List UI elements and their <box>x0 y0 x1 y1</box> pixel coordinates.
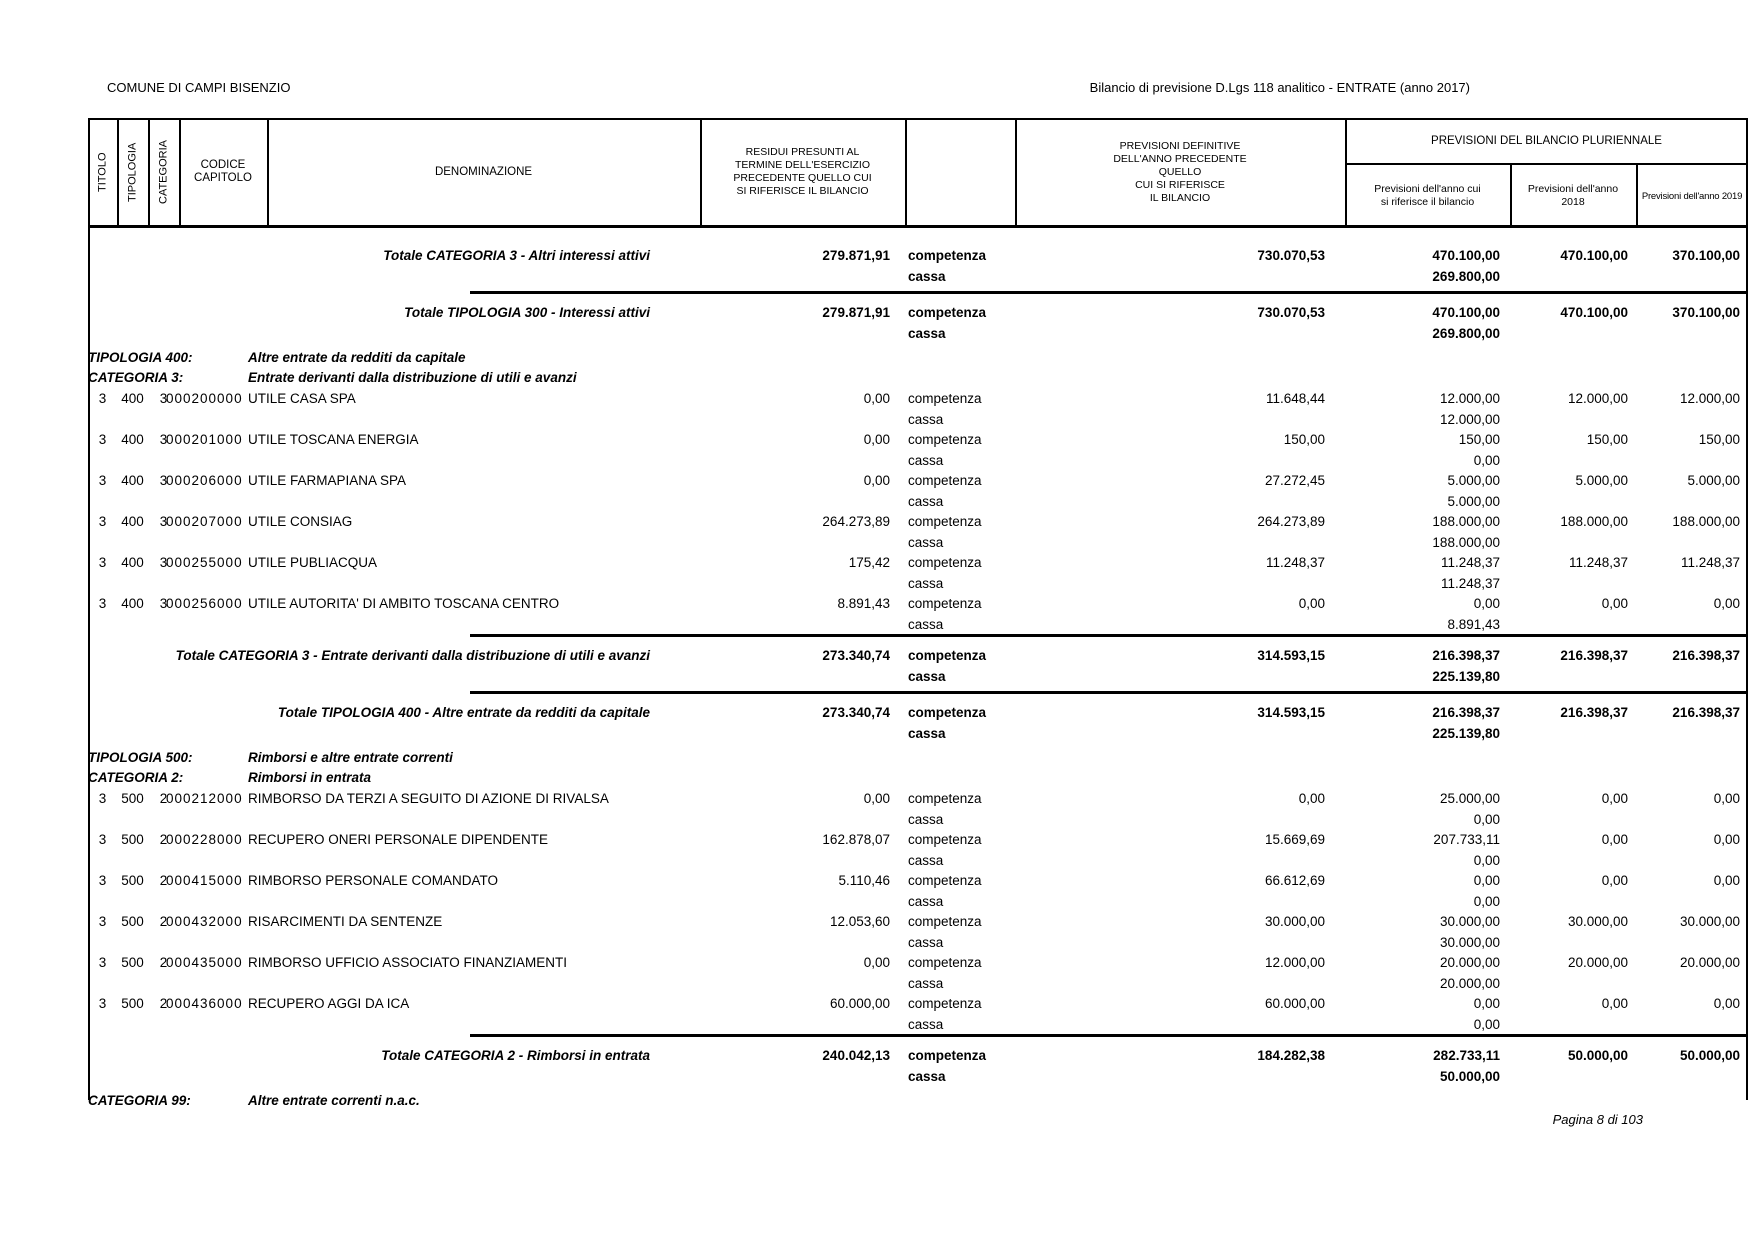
previsione-2019-value: 370.100,00 <box>1672 305 1740 320</box>
codice-capitolo-value: 000432000 <box>166 914 243 929</box>
denominazione-value: UTILE TOSCANA ENERGIA <box>248 432 419 447</box>
codice-capitolo-value: 000200000 <box>166 391 243 406</box>
categoria-value: 3 <box>159 555 168 570</box>
tipologia-value: 500 <box>121 955 144 970</box>
cassa-label: cassa <box>908 812 944 827</box>
previsione-2019-value: 188.000,00 <box>1672 514 1740 529</box>
section-label: CATEGORIA 2: <box>88 770 184 785</box>
tipologia-value: 500 <box>121 791 144 806</box>
residui-value: 60.000,00 <box>829 996 890 1011</box>
section-description: Altre entrate correnti n.a.c. <box>248 1093 420 1108</box>
previsione-anno-value: 216.398,37 <box>1432 648 1500 663</box>
competenza-label: competenza <box>908 996 982 1011</box>
previsione-anno-value: 0,00 <box>1473 873 1500 888</box>
residui-value: 8.891,43 <box>837 596 890 611</box>
previsioni-definitive-value: 314.593,15 <box>1257 648 1325 663</box>
total-row <box>88 645 1748 687</box>
page-number: Pagina 8 di 103 <box>1552 1112 1643 1127</box>
previsioni-definitive-value: 314.593,15 <box>1257 705 1325 720</box>
cassa-label: cassa <box>908 669 946 684</box>
previsione-2018-value: 0,00 <box>1601 832 1628 847</box>
capitolo-row <box>88 593 1748 634</box>
competenza-label: competenza <box>908 705 987 720</box>
cassa-value: 0,00 <box>1473 453 1500 468</box>
codice-capitolo-value: 000436000 <box>166 996 243 1011</box>
categoria-value: 2 <box>159 791 168 806</box>
column-header-titolo: TITOLO <box>96 152 109 192</box>
cassa-label: cassa <box>908 326 946 341</box>
previsione-2019-value: 150,00 <box>1698 432 1740 447</box>
total-label: Totale CATEGORIA 2 - Rimborsi in entrata <box>381 1048 650 1063</box>
previsioni-definitive-value: 730.070,53 <box>1257 248 1325 263</box>
cassa-value: 50.000,00 <box>1439 1069 1500 1084</box>
residui-value: 175,42 <box>848 555 890 570</box>
previsione-anno-value: 5.000,00 <box>1447 473 1500 488</box>
denominazione-value: RISARCIMENTI DA SENTENZE <box>248 914 443 929</box>
categoria-value: 2 <box>159 832 168 847</box>
section-label: TIPOLOGIA 400: <box>88 350 193 365</box>
titolo-value: 3 <box>98 514 107 529</box>
previsione-anno-value: 30.000,00 <box>1439 914 1500 929</box>
cassa-label: cassa <box>908 269 946 284</box>
cassa-value: 225.139,80 <box>1432 669 1500 684</box>
previsioni-definitive-value: 150,00 <box>1283 432 1325 447</box>
cassa-label: cassa <box>908 976 944 991</box>
total-separator-line <box>470 1034 1748 1037</box>
capitolo-row <box>88 829 1748 870</box>
capitolo-row <box>88 952 1748 993</box>
cassa-value: 5.000,00 <box>1447 494 1500 509</box>
table-body <box>88 237 1748 1111</box>
section-label: TIPOLOGIA 500: <box>88 750 193 765</box>
tipologia-value: 500 <box>121 914 144 929</box>
codice-capitolo-value: 000201000 <box>166 432 243 447</box>
tipologia-value: 500 <box>121 832 144 847</box>
previsione-anno-value: 0,00 <box>1473 996 1500 1011</box>
previsione-2019-value: 20.000,00 <box>1679 955 1740 970</box>
denominazione-value: RECUPERO ONERI PERSONALE DIPENDENTE <box>248 832 549 847</box>
section-description: Rimborsi e altre entrate correnti <box>248 750 453 765</box>
column-header-tipologia: TIPOLOGIA <box>126 142 139 202</box>
tipologia-value: 400 <box>121 555 144 570</box>
previsione-2018-value: 30.000,00 <box>1567 914 1628 929</box>
residui-value: 162.878,07 <box>822 832 890 847</box>
previsione-2019-value: 12.000,00 <box>1679 391 1740 406</box>
cassa-label: cassa <box>908 535 944 550</box>
cassa-value: 12.000,00 <box>1439 412 1500 427</box>
total-row <box>88 245 1748 287</box>
residui-value: 12.053,60 <box>829 914 890 929</box>
residui-value: 5.110,46 <box>838 873 890 888</box>
competenza-label: competenza <box>908 648 987 663</box>
previsione-anno-value: 11.248,37 <box>1440 555 1500 570</box>
titolo-value: 3 <box>98 873 107 888</box>
competenza-label: competenza <box>908 555 982 570</box>
cassa-label: cassa <box>908 576 944 591</box>
total-row <box>88 302 1748 344</box>
categoria-value: 2 <box>159 996 168 1011</box>
cassa-value: 20.000,00 <box>1439 976 1500 991</box>
denominazione-value: UTILE FARMAPIANA SPA <box>248 473 407 488</box>
previsione-anno-value: 150,00 <box>1458 432 1500 447</box>
codice-capitolo-value: 000435000 <box>166 955 243 970</box>
total-separator-line <box>470 691 1748 694</box>
cassa-value: 0,00 <box>1473 853 1500 868</box>
categoria-value: 2 <box>159 914 168 929</box>
residui-value: 279.871,91 <box>822 248 890 263</box>
previsione-2018-value: 50.000,00 <box>1567 1048 1628 1063</box>
capitolo-row <box>88 388 1748 429</box>
previsione-anno-value: 12.000,00 <box>1439 391 1500 406</box>
codice-capitolo-value: 000212000 <box>166 791 243 806</box>
competenza-label: competenza <box>908 791 982 806</box>
previsione-2018-value: 216.398,37 <box>1560 705 1628 720</box>
tipologia-value: 400 <box>121 432 144 447</box>
cassa-value: 269.800,00 <box>1432 269 1500 284</box>
tipologia-value: 500 <box>121 873 144 888</box>
cassa-value: 30.000,00 <box>1439 935 1500 950</box>
codice-capitolo-value: 000206000 <box>166 473 243 488</box>
categoria-value: 2 <box>159 955 168 970</box>
codice-capitolo-value: 000255000 <box>166 555 243 570</box>
previsione-2019-value: 0,00 <box>1713 596 1740 611</box>
previsioni-definitive-value: 0,00 <box>1298 596 1325 611</box>
competenza-label: competenza <box>908 305 987 320</box>
grid-line <box>905 118 907 228</box>
capitolo-row <box>88 993 1748 1034</box>
residui-value: 264.273,89 <box>822 514 890 529</box>
titolo-value: 3 <box>98 596 107 611</box>
total-separator-line <box>470 291 1748 294</box>
previsione-2018-value: 0,00 <box>1601 873 1628 888</box>
titolo-value: 3 <box>98 391 107 406</box>
previsione-anno-value: 207.733,11 <box>1433 832 1500 847</box>
tipologia-value: 400 <box>121 391 144 406</box>
previsioni-definitive-value: 11.248,37 <box>1265 555 1325 570</box>
residui-value: 0,00 <box>863 432 890 447</box>
categoria-value: 3 <box>159 473 168 488</box>
previsione-2019-value: 30.000,00 <box>1679 914 1740 929</box>
section-row <box>88 368 1748 388</box>
denominazione-value: RIMBORSO PERSONALE COMANDATO <box>248 873 499 888</box>
previsione-2018-value: 0,00 <box>1601 596 1628 611</box>
section-row <box>88 748 1748 768</box>
section-description: Altre entrate da redditi da capitale <box>248 350 466 365</box>
section-label: CATEGORIA 99: <box>88 1093 191 1108</box>
previsione-2019-value: 11.248,37 <box>1680 555 1740 570</box>
previsioni-definitive-value: 184.282,38 <box>1257 1048 1325 1063</box>
total-separator-line <box>470 634 1748 637</box>
cassa-label: cassa <box>908 853 944 868</box>
competenza-label: competenza <box>908 248 987 263</box>
column-header-residui: RESIDUI PRESUNTI AL TERMINE DELL'ESERCIZIO PRECEDENTE QUELLO CUI SI RIFERISCE IL BILANCIO <box>733 146 872 197</box>
total-label: Totale CATEGORIA 3 - Entrate derivanti dalla distribuzione di utili e avanzi <box>175 648 650 663</box>
previsione-anno-value: 188.000,00 <box>1432 514 1500 529</box>
previsioni-definitive-value: 27.272,45 <box>1264 473 1325 488</box>
previsioni-definitive-value: 12.000,00 <box>1264 955 1325 970</box>
previsione-2018-value: 470.100,00 <box>1560 305 1628 320</box>
previsione-anno-value: 282.733,11 <box>1433 1048 1500 1063</box>
previsione-2019-value: 0,00 <box>1713 996 1740 1011</box>
section-label: CATEGORIA 3: <box>88 370 184 385</box>
cassa-label: cassa <box>908 412 944 427</box>
titolo-value: 3 <box>98 996 107 1011</box>
previsione-anno-value: 216.398,37 <box>1432 705 1500 720</box>
categoria-value: 3 <box>159 596 168 611</box>
residui-value: 273.340,74 <box>822 648 890 663</box>
previsione-2019-value: 0,00 <box>1713 791 1740 806</box>
cassa-label: cassa <box>908 1069 946 1084</box>
denominazione-value: UTILE CASA SPA <box>248 391 356 406</box>
tipologia-value: 500 <box>121 996 144 1011</box>
previsione-2018-value: 188.000,00 <box>1560 514 1628 529</box>
codice-capitolo-value: 000207000 <box>166 514 243 529</box>
previsione-2018-value: 11.248,37 <box>1568 555 1628 570</box>
residui-value: 0,00 <box>863 955 890 970</box>
previsione-2018-value: 20.000,00 <box>1567 955 1628 970</box>
cassa-value: 269.800,00 <box>1432 326 1500 341</box>
section-row <box>88 348 1748 368</box>
competenza-label: competenza <box>908 873 982 888</box>
total-row <box>88 702 1748 744</box>
column-header-codice-capitolo: CODICE CAPITOLO <box>194 159 252 184</box>
previsione-anno-value: 25.000,00 <box>1439 791 1500 806</box>
section-description: Rimborsi in entrata <box>248 770 372 785</box>
cassa-value: 225.139,80 <box>1432 726 1500 741</box>
total-label: Totale CATEGORIA 3 - Altri interessi attivi <box>383 248 650 263</box>
competenza-label: competenza <box>908 832 982 847</box>
competenza-label: competenza <box>908 473 982 488</box>
denominazione-value: RIMBORSO DA TERZI A SEGUITO DI AZIONE DI RIVALSA <box>248 791 609 806</box>
denominazione-value: UTILE AUTORITA' DI AMBITO TOSCANA CENTRO <box>248 596 560 611</box>
titolo-value: 3 <box>98 555 107 570</box>
cassa-label: cassa <box>908 617 944 632</box>
competenza-label: competenza <box>908 391 982 406</box>
previsione-2018-value: 12.000,00 <box>1567 391 1628 406</box>
previsione-2019-value: 216.398,37 <box>1672 705 1740 720</box>
total-label: Totale TIPOLOGIA 400 - Altre entrate da redditi da capitale <box>277 705 650 720</box>
previsione-2018-value: 470.100,00 <box>1560 248 1628 263</box>
categoria-value: 3 <box>159 514 168 529</box>
cassa-label: cassa <box>908 1017 944 1032</box>
cassa-value: 0,00 <box>1473 1017 1500 1032</box>
previsione-2018-value: 0,00 <box>1601 996 1628 1011</box>
previsioni-definitive-value: 15.669,69 <box>1264 832 1325 847</box>
codice-capitolo-value: 000256000 <box>166 596 243 611</box>
titolo-value: 3 <box>98 955 107 970</box>
categoria-value: 3 <box>159 391 168 406</box>
total-label: Totale TIPOLOGIA 300 - Interessi attivi <box>404 305 650 320</box>
residui-value: 0,00 <box>863 391 890 406</box>
previsione-anno-value: 20.000,00 <box>1439 955 1500 970</box>
cassa-label: cassa <box>908 453 944 468</box>
competenza-label: competenza <box>908 914 982 929</box>
section-row <box>88 1091 1748 1111</box>
residui-value: 0,00 <box>863 473 890 488</box>
capitolo-row <box>88 870 1748 911</box>
previsione-2019-value: 5.000,00 <box>1687 473 1740 488</box>
column-header-categoria: CATEGORIA <box>157 140 170 204</box>
tipologia-value: 400 <box>121 473 144 488</box>
column-header-pluriennale: PREVISIONI DEL BILANCIO PLURIENNALE <box>1431 135 1662 147</box>
codice-capitolo-value: 000228000 <box>166 832 243 847</box>
tipologia-value: 400 <box>121 596 144 611</box>
residui-value: 240.042,13 <box>822 1048 890 1063</box>
previsione-2018-value: 216.398,37 <box>1560 648 1628 663</box>
column-header-previsioni-definitive: PREVISIONI DEFINITIVE DELL'ANNO PRECEDENTE QUELLO CUI SI RIFERISCE IL BILANCIO <box>1113 139 1247 204</box>
competenza-label: competenza <box>908 955 982 970</box>
previsione-anno-value: 470.100,00 <box>1432 248 1500 263</box>
denominazione-value: UTILE CONSIAG <box>248 514 353 529</box>
previsione-anno-value: 470.100,00 <box>1432 305 1500 320</box>
cassa-label: cassa <box>908 726 946 741</box>
titolo-value: 3 <box>98 832 107 847</box>
capitolo-row <box>88 552 1748 593</box>
codice-capitolo-value: 000415000 <box>166 873 243 888</box>
page-title: COMUNE DI CAMPI BISENZIO <box>107 80 291 95</box>
denominazione-value: RIMBORSO UFFICIO ASSOCIATO FINANZIAMENTI <box>248 955 568 970</box>
previsioni-definitive-value: 30.000,00 <box>1264 914 1325 929</box>
competenza-label: competenza <box>908 514 982 529</box>
column-header-denominazione: DENOMINAZIONE <box>434 165 533 178</box>
column-header-previsioni-anno-bilancio: Previsioni dell'anno cui si riferisce il bilancio <box>1374 183 1481 208</box>
cassa-value: 11.248,37 <box>1440 576 1500 591</box>
titolo-value: 3 <box>98 432 107 447</box>
report-title: Bilancio di previsione D.Lgs 118 analitico - ENTRATE (anno 2017) <box>1089 80 1470 95</box>
total-row <box>88 1045 1748 1087</box>
previsione-2019-value: 216.398,37 <box>1672 648 1740 663</box>
cassa-label: cassa <box>908 935 944 950</box>
previsione-2018-value: 150,00 <box>1586 432 1628 447</box>
cassa-label: cassa <box>908 494 944 509</box>
competenza-label: competenza <box>908 1048 987 1063</box>
previsioni-definitive-value: 264.273,89 <box>1257 514 1325 529</box>
previsione-2019-value: 0,00 <box>1713 832 1740 847</box>
residui-value: 273.340,74 <box>822 705 890 720</box>
previsioni-definitive-value: 60.000,00 <box>1264 996 1325 1011</box>
previsione-2019-value: 0,00 <box>1713 873 1740 888</box>
column-header-previsioni-2019: Previsioni dell'anno 2019 <box>1641 190 1743 202</box>
categoria-value: 2 <box>159 873 168 888</box>
previsioni-definitive-value: 0,00 <box>1298 791 1325 806</box>
previsione-2019-value: 370.100,00 <box>1672 248 1740 263</box>
tipologia-value: 400 <box>121 514 144 529</box>
previsione-2018-value: 5.000,00 <box>1575 473 1628 488</box>
cassa-value: 188.000,00 <box>1432 535 1500 550</box>
section-row <box>88 768 1748 788</box>
titolo-value: 3 <box>98 791 107 806</box>
competenza-label: competenza <box>908 596 982 611</box>
capitolo-row <box>88 470 1748 511</box>
capitolo-row <box>88 788 1748 829</box>
competenza-label: competenza <box>908 432 982 447</box>
previsione-2018-value: 0,00 <box>1601 791 1628 806</box>
previsione-2019-value: 50.000,00 <box>1679 1048 1740 1063</box>
cassa-value: 8.891,43 <box>1447 617 1500 632</box>
previsioni-definitive-value: 730.070,53 <box>1257 305 1325 320</box>
previsione-anno-value: 0,00 <box>1473 596 1500 611</box>
capitolo-row <box>88 911 1748 952</box>
cassa-label: cassa <box>908 894 944 909</box>
categoria-value: 3 <box>159 432 168 447</box>
previsioni-definitive-value: 66.612,69 <box>1264 873 1325 888</box>
section-description: Entrate derivanti dalla distribuzione di utili e avanzi <box>248 370 577 385</box>
previsioni-definitive-value: 11.648,44 <box>1265 391 1325 406</box>
capitolo-row <box>88 511 1748 552</box>
denominazione-value: UTILE PUBLIACQUA <box>248 555 378 570</box>
titolo-value: 3 <box>98 473 107 488</box>
column-header-previsioni-2018: Previsioni dell'anno 2018 <box>1527 183 1619 208</box>
cassa-value: 0,00 <box>1473 894 1500 909</box>
titolo-value: 3 <box>98 914 107 929</box>
denominazione-value: RECUPERO AGGI DA ICA <box>248 996 410 1011</box>
cassa-value: 0,00 <box>1473 812 1500 827</box>
capitolo-row <box>88 429 1748 470</box>
residui-value: 279.871,91 <box>822 305 890 320</box>
residui-value: 0,00 <box>863 791 890 806</box>
